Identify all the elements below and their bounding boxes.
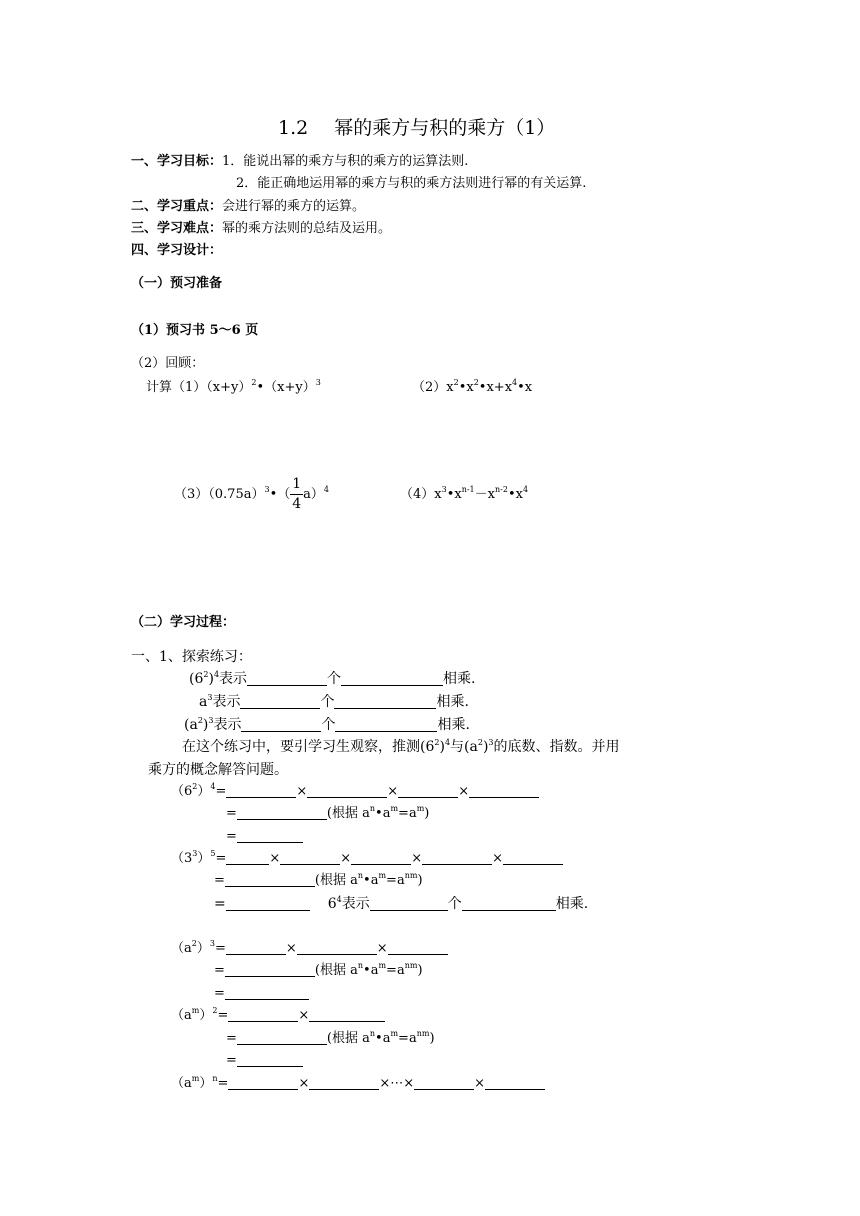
step-3-3-5: $(3^3)^5=$ × × × × <box>171 850 563 868</box>
blank[interactable] <box>226 851 269 865</box>
blank[interactable] <box>226 784 296 798</box>
blank[interactable] <box>503 851 563 865</box>
blank[interactable] <box>237 1053 303 1067</box>
step-a-m-2-result: = <box>226 1052 303 1070</box>
goal-item-1: 1．能说出幂的乘方与积的乘方的运算法则. <box>222 154 469 169</box>
blank[interactable] <box>462 897 556 911</box>
fraction-one-quarter: $\frac{1}{4}$ <box>292 476 302 512</box>
blank[interactable] <box>225 963 315 977</box>
prep-review: （2）回顾： <box>131 356 205 371</box>
prep-book: （1）预习书 5～6 页 <box>131 323 259 338</box>
explore-row-3: $(a^2)^3$表示 个 相乘. <box>184 716 470 733</box>
problem-2: $(2)x^2•x^2•x+x^4•x$ <box>412 378 533 395</box>
step-a-m-2-rule: = (根据 $a^n•a^m=a^{nm}$) <box>226 1029 435 1046</box>
difficulty-text: 幂的乘方法则的总结及运用。 <box>222 221 392 236</box>
blank[interactable] <box>241 718 321 732</box>
blank[interactable] <box>370 897 448 911</box>
step-6-2-4-rule: = (根据 $a^n•a^m=a^m$) <box>226 804 430 821</box>
step-a-2-3: $(a^2)^3=$ × × <box>171 940 448 958</box>
page-title <box>278 116 555 140</box>
prep-header: （一）预习准备 <box>131 276 223 291</box>
problem-3: $(3)(0.75a)^3•$（ $\frac{1}{4}$ a）$^4$ <box>174 476 330 512</box>
instruction-paragraph-2: 乘方的概念解答问题。 <box>148 762 288 778</box>
blank[interactable] <box>485 1076 545 1090</box>
blank[interactable] <box>280 851 340 865</box>
goals-line-2 <box>236 175 586 193</box>
focus-line <box>131 198 365 216</box>
section-number: 1.2 <box>278 117 309 139</box>
explore-row-2: $a^3$表示 个 相乘. <box>199 693 469 710</box>
blank[interactable] <box>334 695 436 709</box>
problem-4: $(4)x^3•x^{n-1}-x^{n-2}•x^4$ <box>400 485 529 502</box>
blank[interactable] <box>297 941 377 955</box>
blank[interactable] <box>228 1076 298 1090</box>
goals-line-1 <box>131 153 468 171</box>
blank[interactable] <box>237 1031 327 1045</box>
blank[interactable] <box>226 897 310 911</box>
design-label: 四、学习设计： <box>131 243 223 258</box>
explore-heading: 一、1、探索练习： <box>131 649 252 665</box>
blank[interactable] <box>351 851 411 865</box>
title-text: 幂的乘方与积的乘方（1） <box>334 117 556 139</box>
problem-1: 计算$(1)(x+y)^2•(x+y)^3$ <box>146 378 321 395</box>
difficulty-label: 三、学习难点： <box>131 221 223 236</box>
instruction-paragraph-1: 在这个练习中，要引学习生观察，推测$(6^2)^4$与$(a^2)^3$的底数、指数。并用 <box>182 738 620 755</box>
blank[interactable] <box>237 829 303 843</box>
blank[interactable] <box>247 672 327 686</box>
step-3-3-5-rule: = (根据 $a^n•a^m=a^{nm}$) <box>214 871 423 888</box>
blank[interactable] <box>469 784 539 798</box>
blank[interactable] <box>240 695 320 709</box>
step-a-m-2: $(a^m)^2=$ × <box>171 1007 385 1025</box>
focus-label: 二、学习重点： <box>131 199 223 214</box>
blank[interactable] <box>422 851 492 865</box>
blank[interactable] <box>309 1076 379 1090</box>
difficulty-line <box>131 220 391 238</box>
blank[interactable] <box>335 718 437 732</box>
focus-text: 会进行幂的乘方的运算。 <box>222 199 366 214</box>
blank[interactable] <box>228 1008 298 1022</box>
step-a-2-3-result: = <box>214 985 309 1003</box>
blank[interactable] <box>309 1008 385 1022</box>
blank[interactable] <box>414 1076 474 1090</box>
step-6-2-4-result: = <box>226 828 303 846</box>
blank[interactable] <box>225 986 309 1000</box>
goal-item-2: 2．能正确地运用幂的乘方与积的乘方法则进行幂的有关运算. <box>236 176 587 191</box>
explore-row-1: $(6^2)^4$表示 个 相乘. <box>189 670 476 687</box>
process-header: （二）学习过程： <box>131 615 236 630</box>
blank[interactable] <box>307 784 387 798</box>
blank[interactable] <box>398 784 458 798</box>
step-6-2-4: $(6^2)^4=$ × × × <box>171 783 539 801</box>
step-3-3-5-result: = $6^4$表示 个 相乘. <box>214 895 589 912</box>
step-a-m-n: $(a^m)^n=$ × ×⋯× × <box>171 1075 545 1093</box>
blank[interactable] <box>388 941 448 955</box>
blank[interactable] <box>225 873 315 887</box>
blank[interactable] <box>341 672 443 686</box>
step-a-2-3-rule: = (根据 $a^n•a^m=a^{nm}$) <box>214 961 423 978</box>
blank[interactable] <box>226 941 286 955</box>
goals-label: 一、学习目标： <box>131 154 223 169</box>
blank[interactable] <box>237 806 327 820</box>
